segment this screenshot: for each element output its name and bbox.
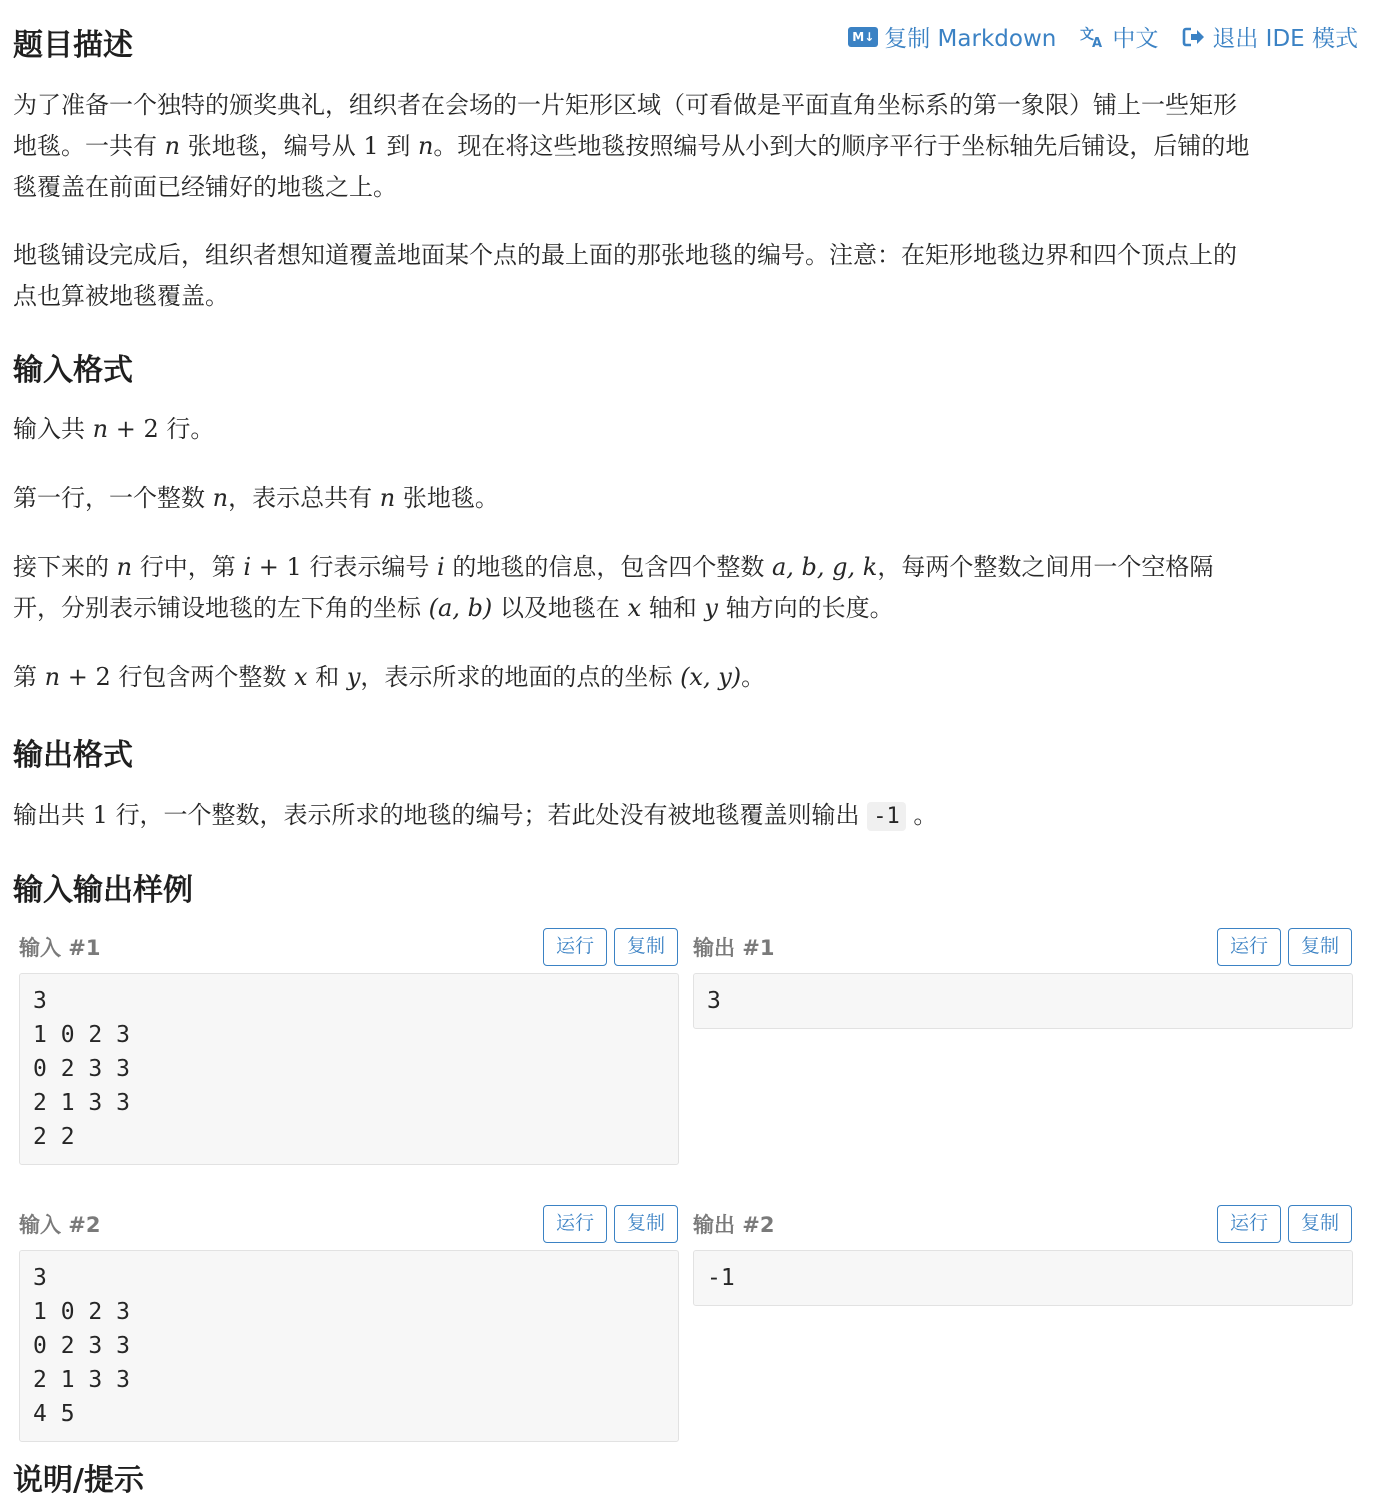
math-vars: a, b, g, k: [771, 553, 878, 581]
copy-markdown-button[interactable]: [848, 20, 1056, 53]
markdown-icon: M↓: [848, 27, 878, 47]
math-n: n: [92, 415, 109, 443]
input-format-title: 输入格式: [13, 353, 133, 388]
math-n: n: [379, 484, 396, 512]
exit-ide-button[interactable]: [1182, 20, 1358, 53]
text: 。: [741, 663, 766, 691]
run-button[interactable]: 运行: [1217, 928, 1281, 966]
text: 行表示编号: [309, 553, 430, 581]
math-one: 1: [92, 801, 108, 829]
sample-input-code[interactable]: 3 1 0 2 3 0 2 3 3 2 1 3 3 2 2: [19, 973, 679, 1165]
copy-output-button[interactable]: 复制: [1288, 928, 1352, 966]
translate-button[interactable]: [1080, 20, 1158, 53]
math-x: x: [294, 663, 308, 691]
description-p1-line2: [13, 126, 1249, 167]
run-button[interactable]: 运行: [1217, 1205, 1281, 1243]
text: 。: [913, 801, 938, 829]
math-y: y: [346, 663, 361, 691]
inline-code: -1: [867, 802, 906, 831]
math-i: i: [437, 553, 445, 581]
math-plus-one: + 1: [251, 553, 302, 581]
text: 。现在将这些地毯按照编号从小到大的顺序平行于坐标轴先后铺设，后铺的地: [433, 132, 1250, 160]
math-xy: (x, y): [680, 663, 742, 691]
samples-title: 输入输出样例: [13, 873, 193, 908]
svg-text:A: A: [1092, 35, 1103, 51]
text: ，每两个整数之间用一个空格隔: [877, 553, 1214, 581]
sample-input-label: 输入 #1: [19, 936, 101, 960]
math-n: n: [417, 132, 434, 160]
output-format-title: 输出格式: [13, 738, 133, 773]
sample-input-code[interactable]: 3 1 0 2 3 0 2 3 3 2 1 3 3 4 5: [19, 1250, 679, 1442]
math-n: n: [44, 663, 61, 691]
text: 第一行，一个整数: [13, 484, 205, 512]
text: 行中，第: [139, 553, 236, 581]
description-p1-line1: 为了准备一个独特的颁奖典礼，组织者在会场的一片矩形区域（可看做是平面直角坐标系的第一象限）铺上一些矩形: [13, 91, 1237, 119]
text: 的地毯的信息，包含四个整数: [452, 553, 765, 581]
input-format-line2: [13, 478, 499, 519]
svg-text:文: 文: [1080, 26, 1095, 43]
sign-out-icon: [1182, 26, 1206, 48]
description-title: 题目描述: [13, 28, 133, 63]
math-n: n: [116, 553, 133, 581]
math-x: x: [627, 594, 642, 622]
math-n: n: [212, 484, 229, 512]
translate-icon: [1080, 25, 1106, 49]
hint-title: 说明/提示: [13, 1463, 144, 1498]
input-format-line4: [13, 588, 894, 629]
text: ，表示所求的地面的点的坐标: [360, 663, 673, 691]
text: 输出共: [13, 801, 85, 829]
input-format-line1: [13, 409, 214, 450]
copy-input-button[interactable]: 复制: [614, 928, 678, 966]
output-format-line: [13, 795, 937, 837]
math-ab: (a, b): [428, 594, 493, 622]
sample-output-code[interactable]: -1: [693, 1250, 1353, 1306]
description-p2-line2: 点也算被地毯覆盖。: [13, 282, 229, 310]
text: 第: [13, 663, 37, 691]
text: 行，一个整数，表示所求的地毯的编号；若此处没有被地毯覆盖则输出: [115, 801, 860, 829]
sample-output-label: 输出 #2: [693, 1213, 775, 1237]
text: 行。: [166, 415, 215, 443]
text: 输入共: [13, 415, 85, 443]
math-y: y: [704, 594, 718, 622]
math-plus-two: + 2: [108, 415, 159, 443]
math-one: 1: [363, 132, 379, 160]
math-i: i: [243, 553, 252, 581]
math-n: n: [164, 132, 181, 160]
description-p1-line3: 毯覆盖在前面已经铺好的地毯之上。: [13, 173, 397, 201]
sample-input-label: 输入 #2: [19, 1213, 101, 1237]
run-button[interactable]: 运行: [543, 928, 607, 966]
text: 行包含两个整数: [118, 663, 287, 691]
text: 轴方向的长度。: [725, 594, 894, 622]
text: 张地毯。: [402, 484, 499, 512]
text: 开，分别表示铺设地毯的左下角的坐标: [13, 594, 421, 622]
description-p2-line1: 地毯铺设完成后，组织者想知道覆盖地面某个点的最上面的那张地毯的编号。注意：在矩形地毯边界和四个顶点上的: [13, 241, 1237, 269]
text: 到: [386, 132, 411, 160]
run-button[interactable]: 运行: [543, 1205, 607, 1243]
sample-output-label: 输出 #1: [693, 936, 775, 960]
toolbar: [848, 20, 1358, 53]
text: 地毯。一共有: [13, 132, 157, 160]
input-format-line5: [13, 657, 765, 698]
copy-output-button[interactable]: 复制: [1288, 1205, 1352, 1243]
text: 轴和: [648, 594, 697, 622]
text: 和: [315, 663, 340, 691]
text: 张地毯，编号从: [187, 132, 356, 160]
text: 以及地毯在: [499, 594, 620, 622]
text: ，表示总共有: [228, 484, 373, 512]
translate-label: 中文: [1112, 26, 1159, 52]
exit-ide-label: 退出 IDE 模式: [1212, 26, 1358, 52]
copy-markdown-label: 复制 Markdown: [884, 26, 1057, 52]
copy-input-button[interactable]: 复制: [614, 1205, 678, 1243]
sample-output-code[interactable]: 3: [693, 973, 1353, 1029]
math-plus-two: + 2: [60, 663, 111, 691]
text: 接下来的: [13, 553, 109, 581]
input-format-line3: [13, 547, 1213, 588]
